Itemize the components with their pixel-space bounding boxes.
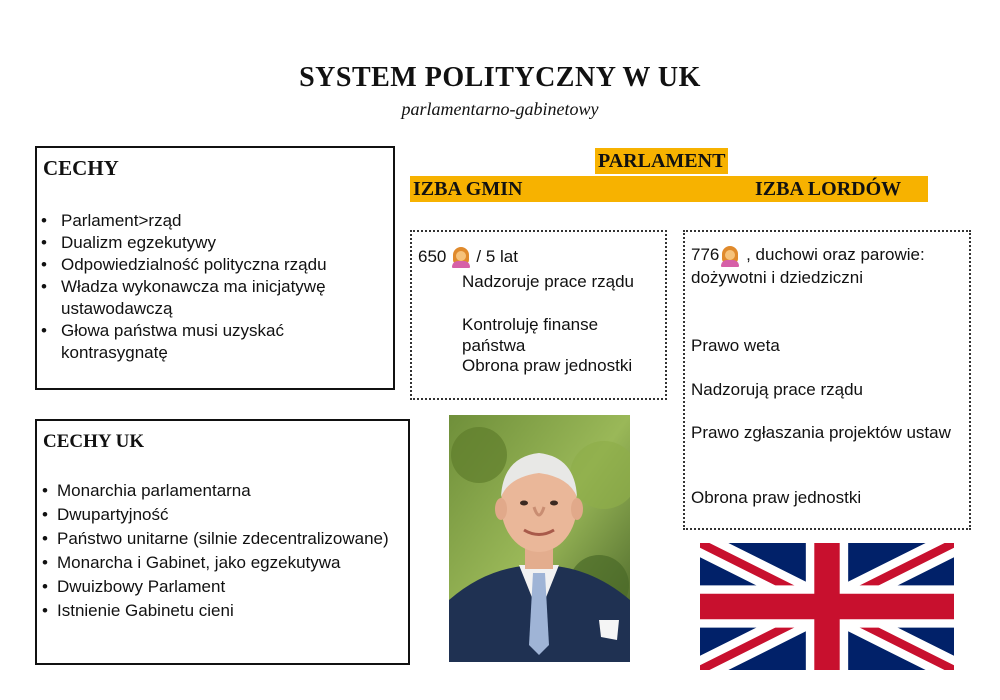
cechy-list bbox=[37, 210, 393, 364]
izba-lordow-line: Prawo zgłaszania projektów ustaw bbox=[691, 423, 951, 442]
izba-gmin-line: Nadzoruje prace rządu bbox=[462, 272, 634, 291]
list-item: • Monarchia parlamentarna bbox=[37, 479, 408, 503]
izba-lordow-label: IZBA LORDÓW bbox=[752, 176, 904, 202]
izba-gmin-count: 650 bbox=[418, 247, 447, 266]
list-item: • Istnienie Gabinetu cieni bbox=[37, 599, 408, 623]
list-item: • Głowa państwa musi uzyskać kontrasygnatę bbox=[37, 320, 393, 364]
izba-gmin-term: / 5 lat bbox=[476, 247, 518, 266]
list-item: • Odpowiedzialność polityczna rządu bbox=[37, 254, 393, 276]
list-item: • Monarcha i Gabinet, jako egzekutywa bbox=[37, 551, 408, 575]
cechy-heading: CECHY bbox=[43, 156, 119, 180]
list-item: • Dwupartyjność bbox=[37, 503, 408, 527]
list-item: • Dwuizbowy Parlament bbox=[37, 575, 408, 599]
izba-lordow-box bbox=[683, 230, 971, 530]
list-item: • Władza wykonawcza ma inicjatywę ustawodawczą bbox=[37, 276, 393, 320]
izba-gmin-line: Obrona praw jednostki bbox=[462, 356, 633, 375]
list-item: • Państwo unitarne (silnie zdecentralizowane) bbox=[37, 527, 408, 551]
izba-lordow-members: , duchowi oraz parowie: dożywotni i dziedziczni bbox=[691, 245, 925, 287]
cechy-box bbox=[35, 146, 395, 390]
uk-flag bbox=[700, 543, 954, 670]
page-title: SYSTEM POLITYCZNY W UK bbox=[299, 62, 701, 93]
cechy-uk-heading: CECHY UK bbox=[43, 431, 145, 452]
parlament-label: PARLAMENT bbox=[595, 148, 728, 174]
cechy-uk-box bbox=[35, 419, 410, 665]
izba-gmin-label: IZBA GMIN bbox=[410, 176, 525, 202]
person-gesturing-icon bbox=[719, 245, 741, 267]
person-gesturing-icon bbox=[450, 246, 472, 268]
izba-gmin-box bbox=[410, 230, 667, 400]
izba-lordow-composition bbox=[691, 244, 961, 289]
izba-lordow-count: 776 bbox=[691, 245, 720, 264]
page-subtitle: parlamentarno-gabinetowy bbox=[401, 99, 599, 119]
izba-lordow-line: Prawo weta bbox=[691, 336, 780, 355]
izba-gmin-composition bbox=[418, 246, 518, 268]
izba-lordow-line: Nadzorują prace rządu bbox=[691, 380, 863, 399]
cechy-uk-list bbox=[37, 479, 408, 623]
izba-lordow-line: Obrona praw jednostki bbox=[691, 488, 862, 507]
list-item: • Parlament>rząd bbox=[37, 210, 393, 232]
list-item: • Dualizm egzekutywy bbox=[37, 232, 393, 254]
monarch-portrait bbox=[449, 415, 630, 662]
izba-gmin-line: Kontroluję finanse państwa bbox=[462, 315, 599, 355]
